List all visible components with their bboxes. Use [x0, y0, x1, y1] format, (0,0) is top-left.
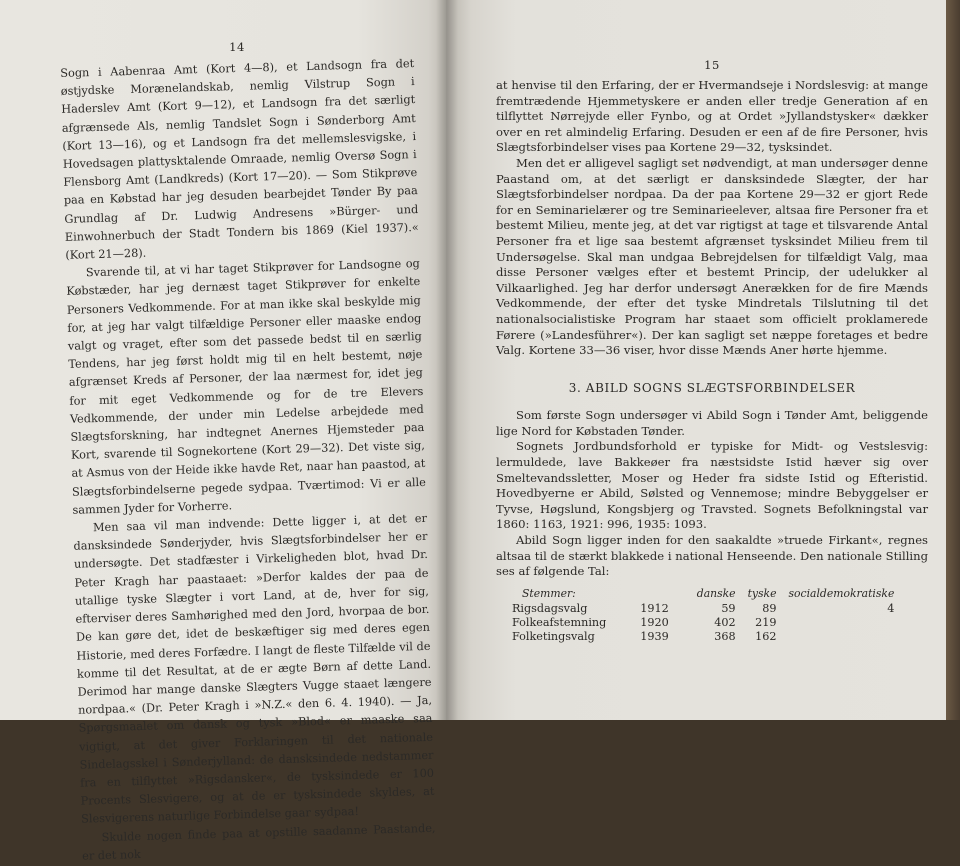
section-heading: 3. ABILD SOGNS SLÆGTSFORBINDELSER — [568, 380, 856, 395]
vote-table — [512, 586, 906, 645]
vote-table-cell: 219 — [755, 616, 777, 630]
vote-table-header-cell: danske — [696, 586, 736, 600]
right-paragraph-1: at henvise til den Erfaring, der er Hvermandseje i Nordslesvig: at mange fremtrædende Hjemmetyskere er anden eller tredje Generation af en tilflyttet Nørrejyde eller Fynbo, og at Ordet »Jyllandstysker« dækker over en ret almindelig Erfaring. Desuden er een af de fire Personer, hvis Slægtsforbindelser vises paa Kortene 29—32, tysksindet. — [496, 78, 928, 155]
vote-table-cell: 1920 — [640, 616, 669, 630]
vote-table-cell: 89 — [762, 602, 777, 616]
right-paragraph-5: Abild Sogn ligger inden for den saakaldte »truede Firkant«, regnes altsaa til de stærkt blakkede i national Henseende. Den nationale Stilling ses af følgende Tal: — [496, 533, 928, 579]
vote-table-cell: 1939 — [640, 630, 669, 644]
page-edge — [946, 0, 960, 720]
vote-table-cell: Rigsdagsvalg — [512, 602, 588, 616]
vote-table-header-cell — [640, 586, 696, 603]
left-paragraph-2: Svarende til, at vi har taget Stikprøver for Landsogne og Købstæder, har jeg dernæst taget Stikprøver for enkelte Personers Vedkommende. For at man ikke skal beskylde mig for, at jeg har valgt tilfældige Personer eller maaske endog valgt og vraget, efter som det passede bedst til en særlig Tendens, har jeg først holdt mig til en helt bestemt, nøje afgrænset Kreds af Personer, der laa nærmest for, idet jeg for mit eget Vedkommende og for de tre Elevers Vedkommende, der under min Ledelse arbejdede med Slægtsforskning, har indtegnet Anernes Hjemsteder paa Kort, svarende til Sognekortene (Kort 29—32). Det viste sig, at Asmus von der Heide ikke havde Ret, naar han paastod, at Slægtsforbindelserne pegede sydpaa. Tværtimod: Vi er alle sammen Jyder for Vorherre. — [66, 257, 427, 517]
left-page-text — [60, 55, 436, 866]
vote-table-row — [512, 602, 906, 616]
vote-table-cell: 1912 — [640, 602, 669, 616]
page-number-right: 15 — [704, 58, 720, 72]
vote-table-cell: Folkeafstemning — [512, 616, 607, 630]
vote-table-cell — [788, 630, 906, 644]
left-paragraph-1: Sogn i Aabenraa Amt (Kort 4—8), et Landsogn fra det østjydske Morænelandskab, nemlig Vilstrup Sogn i Haderslev Amt (Kort 9—12), et Landsogn fra det særligt afgrænsede Als, nemlig Tandslet Sogn i Sønderborg Amt (Kort 13—16), og et Landsogn fra det mellemslesvigske, i Hovedsagen plattysktalende Omraade, nemlig Oversø Sogn i Flensborg Amt (Landkreds) (Kort 17—20). — Som Stikprøve paa en Købstad har jeg desuden bearbejdet Tønder By paa Grundlag af Dr. Ludwig Andresens »Bürger- und Einwohnerbuch der Stadt Tondern bis 1869 (Kiel 1937).« (Kort 21—28). — [60, 57, 419, 262]
book-gutter — [436, 0, 458, 720]
vote-table-cell — [788, 616, 906, 630]
right-page — [446, 0, 946, 720]
right-page-text — [496, 78, 928, 644]
right-paragraph-4: Sognets Jordbundsforhold er typiske for Midt- og Vestslesvig: lermuldede, lave Bakkeøer fra næstsidste Istid hæver sig over Smeltevandssletter, Moser og Heder fra sidste Istid og Efteristid. Hovedbyerne er Abild, Sølsted og Vennemose; mindre Bebyggelser er Tyvse, Høgslund, Kongsbjerg og Travsted. Sognets Befolkningstal var 1860: 1163, 1921: 996, 1935: 1093. — [496, 439, 928, 532]
left-paragraph-4: Skulde nogen finde paa at opstille saadanne Paastande, er det nok — [81, 821, 436, 863]
vote-table-cell: 4 — [887, 602, 895, 616]
vote-table-header — [512, 586, 906, 603]
vote-table-cell: 368 — [714, 630, 736, 644]
left-page — [0, 0, 446, 863]
vote-table-row — [512, 630, 906, 644]
vote-table-header-cell: socialdemokratiske — [788, 586, 895, 600]
vote-table-header-cell: Stemmer: — [522, 586, 576, 600]
left-paragraph-3: Men saa vil man indvende: Dette ligger i, at det er dansksindede Sønderjyder, hvis Slægtsforbindelser her er undersøgte. Det stadfæster i Virkeligheden blot, hvad Dr. Peter Kragh har paastaaet: »Derfor kaldes der paa de utallige tyske Slægter i vort Land, at de, hver for sig, efterviser deres Samhørighed med den Jord, hvorpaa de bor. De kan gøre det, idet de beskæftiger sig med deres egen Historie, med deres Forfædre. I langt de fleste Tilfælde vil de komme til det Resultat, at de er ægte Børn af dette Land. Derimod har mange danske Slægters Vugge staaet længere nordpaa.« (Dr. Peter Kragh i »N.Z.« den 6. 4. 1940). — Ja, Spørgsmaalet om dansk og tysk »Blod« er maaske saa vigtigt, at det giver Forklaringen til det nationale Sindelagsskel i Sønderjylland: de dansksindede nedstammer fra en tilflyttet »Rigsdansker«, de tysksindede er 100 Procents Slesvigere, og at de er tysksindede skyldes, at Slesvigerens naturlige Forbindelse gaar sydpaa! — [73, 511, 435, 826]
vote-table-cell: Folketingsvalg — [512, 630, 595, 644]
vote-table-header-cell: tyske — [747, 586, 777, 600]
right-paragraph-3: Som første Sogn undersøger vi Abild Sogn i Tønder Amt, beliggende lige Nord for Købstaden Tønder. — [496, 408, 928, 438]
vote-table-cell: 162 — [755, 630, 777, 644]
page-number-left: 14 — [229, 40, 245, 54]
vote-table-cell: 59 — [721, 602, 736, 616]
right-paragraph-2: Men det er alligevel sagligt set nødvendigt, at man undersøger denne Paastand om, at det særligt er dansksindede Slægter, der har Slægtsforbindelser nordpaa. Da der paa Kortene 29—32 er gjort Rede for en Seminarielærer og tre Seminarieelever, altsaa fire Personer fra et bestemt Milieu, mente jeg, at det var rigtigst at tage et tilsvarende Antal Personer fra et lige saa bestemt afgrænset tysksindet Milieu frem til Undersøgelse. Skal man undgaa Bebrejdelsen for tilfældigt Valg, maa disse Personer vælges efter et bestemt Princip, der udelukker al Vilkaarlighed. Jeg har derfor undersøgt Anerækken for de fire Mænds Vedkommende, der efter det tyske Mindretals Tilslutning til det nationalsocialistiske Program har staaet som officielt proklamerede Førere (»Landesführer«). Der kan sagligt set næppe foretages et bedre Valg. Kortene 33—36 viser, hvor disse Mænds Aner hørte hjemme. — [496, 155, 928, 358]
vote-table-row — [512, 616, 906, 630]
vote-table-cell: 402 — [714, 616, 736, 630]
